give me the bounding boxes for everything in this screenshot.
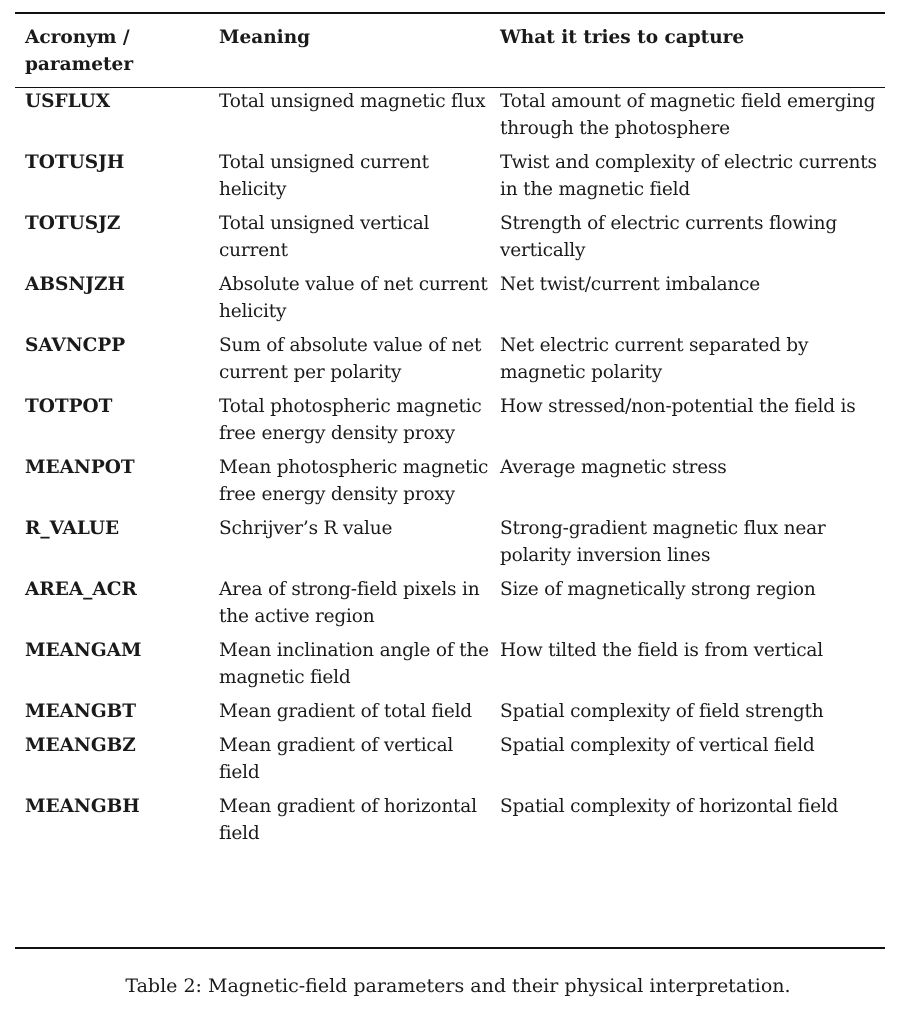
cell-meaning: Total unsigned current helicity xyxy=(219,152,429,200)
cell-capture: Total amount of magnetic field emerging through the photosphere xyxy=(500,91,876,139)
header-capture: What it tries to capture xyxy=(500,27,745,48)
table-row xyxy=(15,149,885,210)
table-bottom-rule xyxy=(15,947,885,949)
cell-meaning: Total photospheric magnetic free energy density proxy xyxy=(219,396,482,444)
table-row xyxy=(15,78,885,149)
cell-capture: Net twist/current imbalance xyxy=(500,274,761,295)
table-row xyxy=(15,210,885,271)
cell-capture: Average magnetic stress xyxy=(500,457,727,478)
cell-meaning: Area of strong-field pixels in the active region xyxy=(219,579,480,627)
cell-meaning: Mean gradient of vertical field xyxy=(219,735,454,783)
cell-meaning: Total unsigned vertical current xyxy=(219,213,430,261)
cell-capture: Net electric current separated by magnetic polarity xyxy=(500,335,809,383)
table-row xyxy=(15,793,885,854)
cell-meaning: Mean inclination angle of the magnetic field xyxy=(219,640,489,688)
table-row xyxy=(15,698,885,732)
cell-meaning: Schrijver’s R value xyxy=(219,518,393,539)
cell-meaning: Mean photospheric magnetic free energy density proxy xyxy=(219,457,489,505)
table-row xyxy=(15,515,885,576)
cell-acronym: MEANGAM xyxy=(25,640,142,661)
table-row xyxy=(15,576,885,637)
cell-acronym: TOTUSJH xyxy=(25,152,125,173)
cell-meaning: Total unsigned magnetic flux xyxy=(219,91,486,112)
cell-capture: Twist and complexity of electric currents in the magnetic field xyxy=(500,152,877,200)
table-row xyxy=(15,732,885,793)
header-row xyxy=(15,14,885,78)
cell-acronym: USFLUX xyxy=(25,91,111,112)
table-caption: Table 2: Magnetic-field parameters and their physical interpretation. xyxy=(125,975,791,997)
cell-capture: Spatial complexity of vertical field xyxy=(500,735,815,756)
cell-meaning: Sum of absolute value of net current per polarity xyxy=(219,335,482,383)
parameters-table xyxy=(15,14,885,854)
cell-acronym: MEANGBH xyxy=(25,796,140,817)
cell-capture: How tilted the field is from vertical xyxy=(500,640,823,661)
cell-capture: Spatial complexity of field strength xyxy=(500,701,824,722)
cell-capture: Strength of electric currents flowing vertically xyxy=(500,213,838,261)
cell-acronym: MEANGBZ xyxy=(25,735,136,756)
table-header xyxy=(15,14,885,78)
table-body xyxy=(15,78,885,854)
cell-acronym: ABSNJZH xyxy=(25,274,125,295)
cell-acronym: MEANPOT xyxy=(25,457,135,478)
cell-capture: Strong-gradient magnetic flux near polarity inversion lines xyxy=(500,518,826,566)
cell-acronym: TOTPOT xyxy=(25,396,113,417)
table-row xyxy=(15,393,885,454)
table-row xyxy=(15,454,885,515)
table-row xyxy=(15,637,885,698)
cell-acronym: SAVNCPP xyxy=(25,335,126,356)
cell-acronym: TOTUSJZ xyxy=(25,213,121,234)
cell-capture: Size of magnetically strong region xyxy=(500,579,816,600)
table-row xyxy=(15,332,885,393)
cell-acronym: MEANGBT xyxy=(25,701,137,722)
cell-meaning: Mean gradient of total field xyxy=(219,701,472,722)
header-meaning: Meaning xyxy=(219,27,311,48)
cell-meaning: Mean gradient of horizontal field xyxy=(219,796,477,844)
cell-capture: How stressed/non-potential the field is xyxy=(500,396,856,417)
cell-capture: Spatial complexity of horizontal field xyxy=(500,796,839,817)
cell-acronym: AREA_ACR xyxy=(25,579,137,600)
header-acronym: Acronym / parameter xyxy=(25,27,134,75)
cell-meaning: Absolute value of net current helicity xyxy=(219,274,488,322)
cell-acronym: R_VALUE xyxy=(25,518,120,539)
table-row xyxy=(15,271,885,332)
